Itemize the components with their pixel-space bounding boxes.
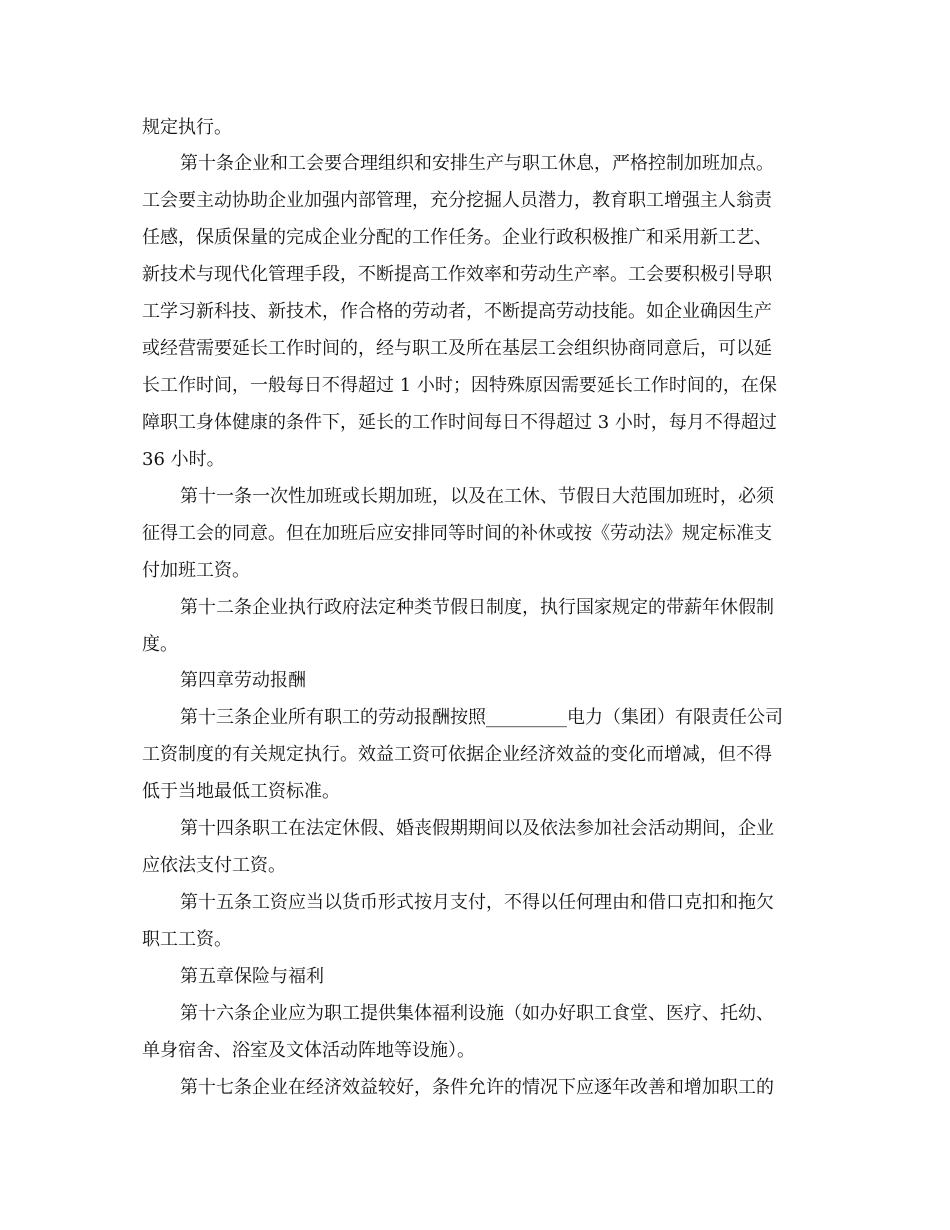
text-line: 第十四条职工在法定休假、婚丧假期期间以及依法参加社会活动期间，企业 bbox=[180, 818, 774, 839]
text-line: 障职工身体健康的条件下，延长的工作时间每日不得超过 3 小时，每月不得超过 bbox=[142, 412, 777, 433]
text-line: 新技术与现代化管理手段，不断提高工作效率和劳动生产率。工会要积极引导职 bbox=[142, 264, 772, 285]
text-line: 职工工资。 bbox=[142, 929, 232, 950]
text-line: 低于当地最低工资标准。 bbox=[142, 781, 340, 802]
text-line: 36 小时。 bbox=[142, 449, 225, 470]
text-line: 或经营需要延长工作时间的，经与职工及所在基层工会组织协商同意后，可以延 bbox=[142, 338, 772, 359]
text-line: 第十条企业和工会要合理组织和安排生产与职工休息，严格控制加班加点。 bbox=[180, 153, 774, 174]
text-line: 第十七条企业在经济效益较好，条件允许的情况下应逐年改善和增加职工的 bbox=[180, 1077, 774, 1098]
text-line: 度。 bbox=[142, 634, 178, 655]
text-line: 付加班工资。 bbox=[142, 560, 250, 581]
text-line: 工会要主动协助企业加强内部管理，充分挖掘人员潜力，教育职工增强主人翁责 bbox=[142, 190, 772, 211]
text-line: 规定执行。 bbox=[142, 117, 232, 138]
chapter-heading: 第四章劳动报酬 bbox=[180, 670, 306, 691]
chapter-heading: 第五章保险与福利 bbox=[180, 966, 324, 987]
text-line: 工资制度的有关规定执行。效益工资可依据企业经济效益的变化而增减，但不得 bbox=[142, 744, 772, 765]
text-line: 第十六条企业应为职工提供集体福利设施（如办好职工食堂、医疗、托幼、 bbox=[180, 1003, 774, 1024]
text-line: 应依法支付工资。 bbox=[142, 855, 286, 876]
text-line: 第十二条企业执行政府法定种类节假日制度，执行国家规定的带薪年休假制 bbox=[180, 597, 774, 618]
text-line: 单身宿舍、浴室及文体活动阵地等设施）。 bbox=[142, 1040, 475, 1061]
text-line: 任感，保质保量的完成企业分配的工作任务。企业行政积极推广和采用新工艺、 bbox=[142, 227, 772, 248]
text-line: 第十三条企业所有职工的劳动报酬按照_________电力（集团）有限责任公司 bbox=[180, 707, 783, 728]
text-line: 第十一条一次性加班或长期加班，以及在工休、节假日大范围加班时，必须 bbox=[180, 486, 774, 507]
text-line: 征得工会的同意。但在加班后应安排同等时间的补休或按《劳动法》规定标准支 bbox=[142, 523, 772, 544]
text-line: 第十五条工资应当以货币形式按月支付，不得以任何理由和借口克扣和拖欠 bbox=[180, 892, 774, 913]
text-line: 长工作时间，一般每日不得超过 1 小时；因特殊原因需要延长工作时间的，在保 bbox=[142, 375, 777, 396]
text-line: 工学习新科技、新技术，作合格的劳动者，不断提高劳动技能。如企业确因生产 bbox=[142, 301, 772, 322]
